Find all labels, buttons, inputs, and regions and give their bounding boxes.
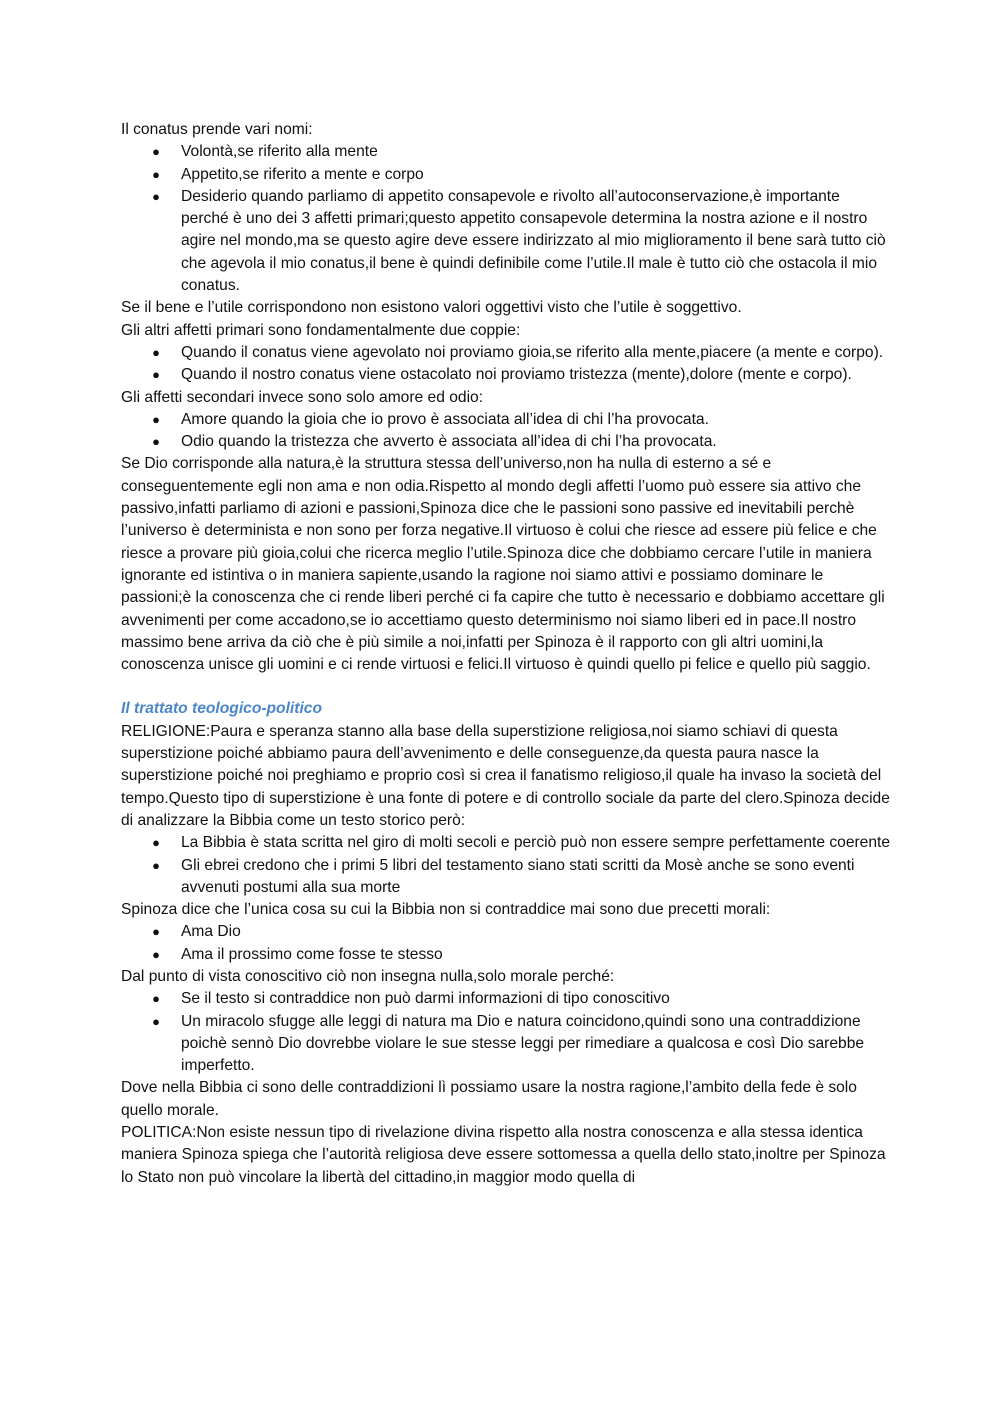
bullet-icon: ● <box>152 411 160 427</box>
document-body <box>121 119 891 1189</box>
list-item: ● Odio quando la tristezza che avverto è associata all’idea di chi l’ha provocata. <box>121 431 891 453</box>
bullet-list-affetti-primari <box>121 342 891 387</box>
bullet-icon: ● <box>152 946 160 962</box>
bullet-icon: ● <box>152 434 160 450</box>
bullet-icon: ● <box>152 835 160 851</box>
bullet-icon: ● <box>152 991 160 1007</box>
bullet-icon: ● <box>152 924 160 940</box>
paragraph-affetti-secondari: Gli affetti secondari invece sono solo amore ed odio: <box>121 388 484 406</box>
bullet-list-conatus-names <box>121 141 891 297</box>
bullet-list-precetti <box>121 921 891 966</box>
bullet-icon: ● <box>152 367 160 383</box>
bullet-icon: ● <box>152 344 160 360</box>
paragraph-politica: POLITICA:Non esiste nessun tipo di rivelazione divina rispetto alla nostra conoscenza e alla stessa identica maniera Spinoza spiega che l’autorità religiosa deve essere sottomessa a quella dello stato,inoltre per Spinoza lo Stato non può vincolare la libertà del cittadino,in maggior modo quella di <box>121 1124 886 1186</box>
list-item: ● Ama il prossimo come fosse te stesso <box>121 944 891 966</box>
paragraph-altri-affetti: Gli altri affetti primari sono fondamentalmente due coppie: <box>121 321 521 339</box>
bullet-icon: ● <box>152 188 160 204</box>
paragraph-bene-utile: Se il bene e l’utile corrispondono non esistono valori oggettivi visto che l’utile è soggettivo. <box>121 299 742 317</box>
paragraph-religione: RELIGIONE:Paura e speranza stanno alla base della superstizione religiosa,noi siamo schiavi di questa superstizione poiché abbiamo paura dell’avvenimento e delle conseguenze,da questa paura nasce la superstizione poiché noi preghiamo e proprio così si crea il fanatismo religioso,il quale ha invaso la società del tempo.Questo tipo di superstizione è una fonte di potere e di controllo sociale da parte del clero.Spinoza decide di analizzare la Bibbia come un testo storico però: <box>121 722 890 829</box>
bullet-list-bibbia <box>121 832 891 899</box>
bullet-list-affetti-secondari <box>121 409 891 454</box>
paragraph-conatus-intro: Il conatus prende vari nomi: <box>121 121 313 138</box>
paragraph-contraddizioni: Dove nella Bibbia ci sono delle contraddizioni lì possiamo usare la nostra ragione,l’ambito della fede è solo quello morale. <box>121 1079 857 1119</box>
list-item: ● Desiderio quando parliamo di appetito consapevole e rivolto all’autoconservazione,è importante perché è uno dei 3 affetti primari;questo appetito consapevole determina la nostra azione e il nostro agire nel mondo,ma se questo agire deve essere indirizzato al mio miglioramento il bene sarà tutto ciò che agevola il mio conatus,il bene è quindi definibile come l’utile.Il male è tutto ciò che ostacola il mio conatus. <box>121 186 891 297</box>
list-item: ● Volontà,se riferito alla mente <box>121 141 891 163</box>
bullet-icon: ● <box>152 144 160 160</box>
list-item: ● Quando il conatus viene agevolato noi proviamo gioia,se riferito alla mente,piacere (a mente e corpo). <box>121 342 891 364</box>
paragraph-precetti: Spinoza dice che l’unica cosa su cui la Bibbia non si contraddice mai sono due precetti morali: <box>121 901 771 919</box>
bullet-list-conoscitivo <box>121 988 891 1077</box>
section-heading: Il trattato teologico-politico <box>121 700 322 718</box>
list-item: ● Amore quando la gioia che io provo è associata all’idea di chi l’ha provocata. <box>121 409 891 431</box>
paragraph-conoscitivo: Dal punto di vista conoscitivo ciò non insegna nulla,solo morale perché: <box>121 967 615 985</box>
list-item: ● Ama Dio <box>121 921 891 943</box>
list-item: ● La Bibbia è stata scritta nel giro di molti secoli e perciò può non essere sempre perfettamente coerente <box>121 832 891 854</box>
bullet-icon: ● <box>152 857 160 873</box>
paragraph-dio-natura: Se Dio corrisponde alla natura,è la struttura stessa dell’universo,non ha nulla di esterno a sé e conseguentemente egli non ama e non odia.Rispetto al mondo degli affetti l’uomo può essere sia attivo che passivo,infatti parliamo di azioni e passioni,Spinoza dice che le passioni sono passive ed inevitabili perchè l’universo è determinista e non sono per forza negative.Il virtuoso è colui che riesce ad essere più felice e che riesce a provare più gioia,colui che ricerca meglio l’utile.Spinoza dice che dobbiamo cercare l’utile in maniera ignorante ed istintiva o in maniera sapiente,usando la ragione noi siamo attivi e possiamo dominare le passioni;è la conoscenza che ci rende liberi perché ci fa capire che tutto è necessario e dobbiamo accettare gli avvenimenti per come accadono,se io accettiamo questo determinismo noi siamo liberi ed in pace.Il nostro massimo bene arriva da ciò che è più simile a noi,infatti per Spinoza è il rapporto con gli altri uomini,la conoscenza unisce gli uomini e ci rende virtuosi e felici.Il virtuoso è quindi quello pi felice e quello più saggio. <box>121 455 885 674</box>
list-item: ● Appetito,se riferito a mente e corpo <box>121 164 891 186</box>
list-item: ● Un miracolo sfugge alle leggi di natura ma Dio e natura coincidono,quindi sono una contraddizione poichè sennò Dio dovrebbe violare le sue stesse leggi per rimediare a qualcosa e così Dio sarebbe imperfetto. <box>121 1011 891 1078</box>
bullet-icon: ● <box>152 166 160 182</box>
bullet-icon: ● <box>152 1013 160 1029</box>
list-item: ● Quando il nostro conatus viene ostacolato noi proviamo tristezza (mente),dolore (mente e corpo). <box>121 364 891 386</box>
list-item: ● Se il testo si contraddice non può darmi informazioni di tipo conoscitivo <box>121 988 891 1010</box>
list-item: ● Gli ebrei credono che i primi 5 libri del testamento siano stati scritti da Mosè anche se sono eventi avvenuti postumi alla sua morte <box>121 855 891 900</box>
